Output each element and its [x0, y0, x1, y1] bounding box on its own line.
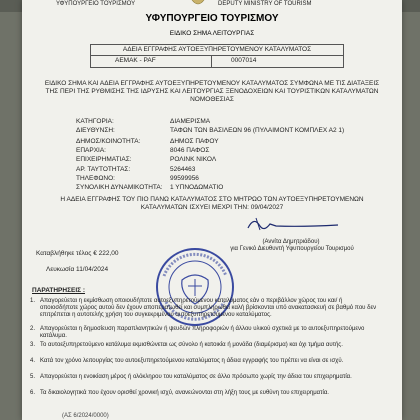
field-value: 99599956: [170, 175, 199, 182]
note-text: Απαγορεύεται η εκμίσθωση οποιουδήποτε αυτοεξυπηρετούμενου καταλύματος εάν ο περιβάλλον χώρος του και/ ή οποιοσδήποτε χώρος αυτού δεν έχουν αποπερατωθεί και συμπληρωθεί καλή βρίσκονται υπό ανακατασκευή σε βαθμό που δεν επιτρέπεται η αυτοτελής χρήση του συγκεκριμένου αυτοεξυπηρετούμενου καταλύματος.: [40, 298, 377, 318]
registration-number: 0007014: [231, 57, 257, 64]
note-item: [30, 298, 380, 319]
note-item: [30, 374, 380, 381]
field-value: 5264463: [170, 166, 196, 173]
document-reference-code: (ΑΣ 6/2024/0000): [62, 413, 109, 419]
note-item: [30, 358, 380, 365]
note-text: Απαγορεύεται η δημοσίευση παραπλανητικών ή ψευδών πληροφοριών ή άλλου υλικού σχετικά με το αυτοεξυπηρετούμενο κατάλυμα.: [40, 326, 365, 339]
note-number: 5.: [30, 374, 36, 380]
note-number: 3.: [30, 342, 36, 348]
registration-box: [90, 44, 344, 68]
special-mark-heading: ΕΙΔΙΚΟ ΣΗΜΑ ΛΕΙΤΟΥΡΓΙΑΣ: [169, 30, 255, 37]
note-number: 1.: [30, 298, 36, 304]
field-label: ΕΠΑΡΧΙΑ:: [76, 147, 106, 154]
intro-paragraph: ΕΙΔΙΚΟ ΣΗΜΑ ΚΑΙ ΑΔΕΙΑ ΕΓΓΡΑΦΗΣ ΑΥΤΟΕΞΥΠΗΡΕΤΟΥΜΕΝΟΥ ΚΑΤΑΛΥΜΑΤΟΣ ΣΥΜΦΩΝΑ ΜΕ ΤΙΣ ΔΙΑΤΑΞΕΙΣ ΤΗΣ ΠΕΡΙ ΤΗΣ ΡΥΘΜΙΣΗΣ ΤΗΣ ΙΔΡΥΣΗΣ ΚΑΙ ΛΕΙΤΟΥΡΓΙΑΣ ΞΕΝΟΔΟΧΕΙΩΝ ΚΑΙ ΤΟΥΡΙΣΤΙΚΩΝ ΚΑΤΑΛΥΜΑΤΩΝ ΝΟΜΟΘΕΣΙΑΣ: [44, 80, 380, 103]
signature-icon: [242, 214, 352, 236]
note-item: [30, 326, 380, 340]
note-text: Τα δικαιολογητικά που έχουν ορισθεί χρονική ισχύ, ανανεώνονται στη λήξη τους με ευθύνη του επιχειρηματία.: [40, 390, 329, 396]
notes-heading: ΠΑΡΑΤΗΡΗΣΕΙΣ :: [32, 287, 86, 294]
note-item: [30, 342, 380, 349]
ministry-title: ΥΦΥΠΟΥΡΓΕΙΟ ΤΟΥΡΙΣΜΟΥ: [145, 13, 279, 24]
license-document: [22, 0, 402, 420]
field-value: ΔΗΜΟΣ ΠΑΦΟΥ: [170, 138, 219, 145]
note-item: [30, 390, 380, 397]
note-text: Το αυτοεξυπηρετούμενο κατάλυμα εκμισθώνεται ως σύνολο ή κατοικία ή μονάδα (διαμέρισμα) και όχι τμήμα αυτής.: [40, 342, 343, 348]
issue-date: Λευκωσία 11/04/2024: [46, 266, 109, 273]
field-value: ΔΙΑΜΕΡΙΣΜΑ: [170, 118, 211, 125]
cyprus-emblem-icon: [190, 0, 206, 8]
field-value: ΤΑΦΩΝ ΤΩΝ ΒΑΣΙΛΕΩΝ 96 (ΠΥΛΑΙΜΟΝΤ ΚΟΜΠΛΕΧ Α2 1): [170, 127, 345, 134]
field-label: ΣΥΝΟΛΙΚΗ ΔΥΝΑΜΙΚΟΤΗΤΑ:: [76, 184, 163, 191]
note-text: Κατά τον χρόνο λειτουργίας του αυτοεξυπηρετούμενου καταλύματος η άδεια εγγραφής του πρέπει να είναι σε ισχύ.: [40, 358, 344, 364]
note-number: 6.: [30, 390, 36, 396]
registration-title: ΑΔΕΙΑ ΕΓΓΡΑΦΗΣ ΑΥΤΟΕΞΥΠΗΡΕΤΟΥΜΕΝΟΥ ΚΑΤΑΛΥΜΑΤΟΣ: [122, 46, 312, 53]
header-ministry-english: DEPUTY MINISTRY OF TOURISM: [218, 1, 312, 7]
field-label: ΤΗΛΕΦΩΝΟ:: [76, 175, 115, 182]
field-value: 1 ΥΠΝΟΔΩΜΑΤΙΟ: [170, 184, 224, 191]
registration-code: ΑΕΜΑΚ - PAF: [115, 57, 156, 64]
validity-statement: Η ΑΔΕΙΑ ΕΓΓΡΑΦΗΣ ΤΟΥ ΠΙΟ ΠΑΝΩ ΚΑΤΑΛΥΜΑΤΟΣ ΣΤΟ ΜΗΤΡΩΟ ΤΩΝ ΑΥΤΟΕΞΥΠΗΡΕΤΟΥΜΕΝΩΝ ΚΑΤΑΛΥΜΑΤΩΝ ΙΣΧΥΕΙ ΜΕΧΡΙ ΤΗΝ: 09/04/2027: [60, 196, 364, 211]
signer-name: (Αννίτα Δημητριάδου): [262, 239, 320, 245]
field-label: ΔΗΜΟΣ/ΚΟΙΝΟΤΗΤΑ:: [76, 138, 141, 145]
field-label: ΕΠΙΧΕΙΡΗΜΑΤΙΑΣ:: [76, 156, 132, 163]
fee-paid: Καταβλήθηκε τέλος € 222,00: [36, 250, 119, 257]
field-label: ΚΑΤΗΓΟΡΙΑ:: [76, 118, 114, 125]
field-label: ΑΡ. ΤΑΥΤΟΤΗΤΑΣ:: [76, 166, 131, 173]
field-label: ΔΙΕΥΘΥΝΣΗ:: [76, 127, 115, 134]
note-number: 4.: [30, 358, 36, 364]
field-value: ΡΟΛΙΝΚ ΝΙΚΟΛ: [170, 156, 217, 163]
signer-title: για Γενικό Διευθυντή Υφυπουργείου Τουρισμού: [230, 246, 354, 252]
field-value: 8046 ΠΑΦΟΣ: [170, 147, 210, 154]
note-number: 2.: [30, 326, 36, 332]
note-text: Απαγορεύεται η ενοικίαση μέρος ή ολόκληρου του καταλύματος σε άλλο πρόσωπο χωρίς την άδεια του επιχειρηματία.: [40, 374, 352, 380]
header-ministry-greek: ΥΦΥΠΟΥΡΓΕΙΟ ΤΟΥΡΙΣΜΟΥ: [56, 1, 136, 7]
